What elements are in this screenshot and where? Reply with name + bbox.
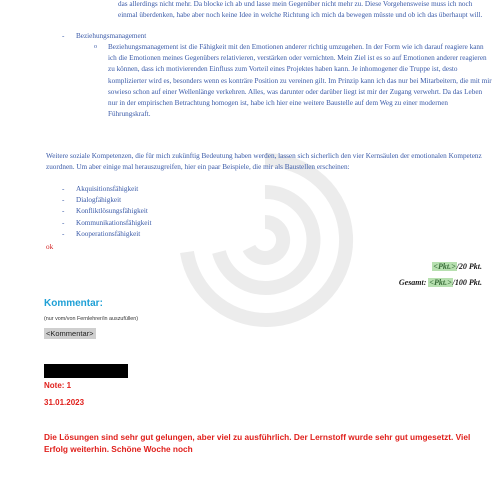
list-item <box>62 206 362 217</box>
skill-label: Konfliktlösungsfähigkeit <box>76 207 148 216</box>
bullet-dash: - <box>62 218 65 227</box>
list-item <box>62 184 362 195</box>
bullet-dash: - <box>62 32 65 40</box>
skill-label: Akquisitionsfähigkeit <box>76 185 139 193</box>
bullet-dash: - <box>62 185 65 193</box>
score-suffix: /20 Pkt. <box>456 262 482 271</box>
sub-bullet-marker: o <box>94 44 97 50</box>
section-score <box>432 262 482 271</box>
points-placeholder[interactable]: <Pkt.> <box>433 262 456 271</box>
total-points-placeholder[interactable]: <Pkt.> <box>429 278 452 287</box>
comment-field[interactable]: <Kommentar> <box>46 329 94 338</box>
bullet-dash: - <box>62 207 65 216</box>
redacted-name-block <box>44 364 128 378</box>
ok-remark: ok <box>46 243 54 251</box>
grade-label: Note: 1 <box>44 381 72 390</box>
comment-heading: Kommentar: <box>44 298 103 309</box>
grade-date: 31.01.2023 <box>44 398 85 407</box>
bullet-dash: - <box>62 229 65 238</box>
essay-paragraph: Weitere soziale Kompetenzen, die für mich zukünftig Bedeutung haben werden, lassen sich sicherlich den vier Kernsäulen der emotionalen Kompetenz zuordnen. Um aber einige mal herauszugreifen, hier ein paar Beispiele, die mir als Baustellen erscheinen: <box>46 152 482 172</box>
comment-note: (nur vom/von Fernlehrer/in auszufüllen) <box>44 316 139 322</box>
skill-label: Kooperationsfähigkeit <box>76 229 141 238</box>
skills-list <box>62 184 362 240</box>
bullet-beziehungsmanagement <box>62 31 362 42</box>
skill-label: Kommunikationsfähigkeit <box>76 218 152 227</box>
sub-bullet-beziehungsmanagement <box>94 42 492 120</box>
total-suffix: /100 Pkt. <box>452 278 482 287</box>
bullet-dash: - <box>62 196 65 205</box>
list-item <box>62 195 362 206</box>
sub-bullet-text: Beziehungsmanagement ist die Fähigkeit mit den Emotionen anderer richtig umzugehen. In der Form wie ich darauf reagiere kann ich die Emotionen meines Gegenübers relativieren, verstärken oder vernichten. Mein Ziel ist es so auf Emotionen anderer reagieren zu können, dass ich motivierenden Einfluss zum Vorteil eines Projektes haben kann. Je inhomogener die Truppe ist, desto komplizierter wird es, besonders wenn es konträre Position zu vereinen gilt. Im Prinzip kann ich das nur bei Mitarbeitern, die mit mir sowieso schon auf einer Wellenlänge verkehren. Alles, was darunter oder darüber liegt ist mir der Zugang verwehrt. Da das Leben nur in der empirischen Betrachtung homogen ist, habe ich hier eine weitere Baustelle auf dem Weg zu einer modernen Führungskraft. <box>108 43 492 119</box>
teacher-feedback: Die Lösungen sind sehr gut gelungen, aber viel zu ausführlich. Der Lernstoff wurde sehr gut umgesetzt. Viel Erfolg weiterhin. Schöne Woche noch <box>44 432 471 454</box>
essay-continuation-text: das allerdings nicht mehr. Da blocke ich ab und lasse mein Gegenüber nicht mehr zu. Diese Vorgehensweise muss ich noch einmal überdenken, habe aber noch keine Idee in welche Richtung ich mich da bewegen müsste und ob ich das überhaupt will. <box>118 0 483 20</box>
skill-label: Dialogfähigkeit <box>76 196 122 205</box>
bullet-label: Beziehungsmanagement <box>76 32 147 40</box>
total-score <box>399 278 482 287</box>
list-item <box>62 218 362 229</box>
list-item <box>62 229 362 240</box>
total-label: Gesamt: <box>398 278 427 287</box>
